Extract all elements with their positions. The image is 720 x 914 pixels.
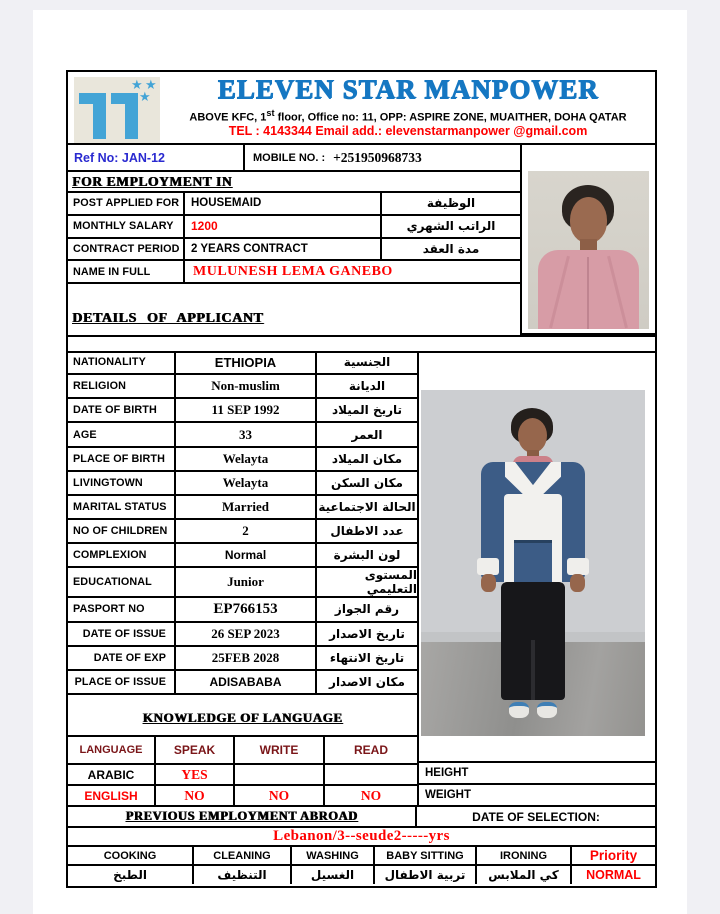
section-knowledge-of-language: [68, 709, 417, 727]
table-row: [68, 520, 417, 544]
table-row: [68, 193, 520, 216]
column-header: READ: [323, 737, 417, 763]
full-body-photo: [421, 390, 645, 736]
arabic-label: تاريخ الانتهاء: [315, 647, 417, 669]
language-table: [68, 735, 417, 807]
field-value: HOUSEMAID: [183, 193, 380, 214]
page: [33, 10, 687, 914]
star-icon: ★: [131, 77, 143, 92]
employment-table: [68, 193, 520, 284]
details-table: [68, 351, 417, 695]
section-for-employment: [68, 172, 520, 193]
column-header: LANGUAGE: [79, 744, 143, 756]
skill-header: COOKING: [103, 849, 157, 862]
star-icon: ★: [145, 77, 157, 92]
apron-pocket: [514, 540, 552, 583]
field-label: DATE OF BIRTH: [73, 404, 157, 417]
skill-arabic: تربية الاطفال: [373, 866, 475, 884]
field-value: Normal: [174, 544, 315, 566]
language-name: ARABIC: [87, 767, 135, 782]
table-row: [68, 472, 417, 496]
skill-header: CLEANING: [192, 847, 290, 864]
table-row: [68, 765, 417, 786]
agency-contact: TEL : 4143344 Email add.: elevenstarmanpower @gmail.com: [228, 124, 588, 138]
table-row: [68, 216, 520, 239]
height-field: HEIGHT: [417, 763, 655, 785]
field-value: Married: [174, 496, 315, 518]
field-label: POST APPLIED FOR: [73, 197, 180, 210]
ref-no-cell: [68, 145, 243, 172]
field-value: 25FEB 2028: [174, 647, 315, 669]
table-row: [68, 544, 417, 568]
logo-digit-stem: [125, 93, 138, 139]
table-row: [68, 671, 417, 695]
column-header: SPEAK: [154, 737, 233, 763]
skills-table: [68, 847, 655, 884]
address-text: floor, Office no: 11, OPP: ASPIRE ZONE, MUAITHER, DOHA QATAR: [274, 111, 627, 124]
field-value: Junior: [174, 568, 315, 596]
field-value: 26 SEP 2023: [174, 623, 315, 645]
section-title: DETAILS OF APPLICANT: [72, 311, 264, 326]
field-label: MARITAL STATUS: [73, 501, 167, 514]
skill-header: WASHING: [290, 847, 373, 864]
skill-header: IRONING: [475, 847, 570, 864]
language-header-row: [68, 737, 417, 765]
field-label: RELIGION: [73, 380, 126, 393]
table-row: [68, 399, 417, 423]
table-row: [68, 239, 520, 262]
table-row: [68, 261, 520, 284]
field-value: 33: [174, 423, 315, 445]
address-text: ABOVE KFC, 1: [189, 111, 267, 124]
skill-arabic: كي الملابس: [475, 866, 570, 884]
divider: [68, 335, 655, 337]
field-value: Welayta: [174, 448, 315, 470]
mobile-number: +251950968733: [333, 149, 422, 165]
table-row: [68, 623, 417, 647]
mobile-cell: [243, 145, 520, 172]
table-row: [68, 568, 417, 598]
applicant-face: [570, 197, 607, 243]
field-label: CONTRACT PERIOD: [73, 242, 180, 255]
eleven-star-logo: [74, 77, 160, 147]
arabic-label: العمر: [315, 423, 417, 445]
skill-arabic: التنظيف: [192, 866, 290, 884]
mobile-label: MOBILE NO. :: [253, 151, 326, 164]
arabic-label: مكان السكن: [315, 472, 417, 494]
arabic-label: الراتب الشهري: [380, 216, 520, 237]
field-value: 1200: [183, 216, 380, 237]
arabic-label: لون البشرة: [315, 544, 417, 566]
field-label: DATE OF EXP: [93, 651, 166, 664]
section-previous-employment: [68, 807, 415, 828]
agency-address: [163, 108, 653, 124]
passport-photo: [528, 171, 649, 329]
section-title: FOR EMPLOYMENT IN: [72, 173, 232, 189]
applicant-full-name: MULUNESH LEMA GANEBO: [183, 261, 520, 282]
logo-digits: [74, 77, 75, 78]
language-read: NO: [323, 786, 417, 805]
field-value: Welayta: [174, 472, 315, 494]
arabic-label: مدة العقد: [380, 239, 520, 260]
logo-digit-stem: [93, 93, 106, 139]
field-label: MONTHLY SALARY: [73, 220, 174, 233]
employment-history: Lebanon/3--seude2-----yrs: [273, 828, 450, 844]
arabic-label: الحالة الاجتماعية: [315, 496, 417, 518]
field-label: COMPLEXION: [73, 549, 147, 562]
table-row: [68, 351, 417, 375]
application-form: [66, 143, 657, 888]
section-title: PREVIOUS EMPLOYMENT ABROAD: [125, 809, 358, 823]
field-label: PASPORT NO: [73, 603, 145, 616]
language-write: NO: [233, 786, 323, 805]
table-row: [68, 496, 417, 520]
sandal: [537, 702, 557, 718]
arabic-label: تاريخ الاصدار: [315, 623, 417, 645]
field-label: LIVINGTOWN: [73, 476, 143, 489]
language-speak: YES: [154, 765, 233, 784]
arabic-label: الوظيفة: [380, 193, 520, 214]
arabic-label: مكان الميلاد: [315, 448, 417, 470]
field-label: PLACE OF BIRTH: [73, 452, 165, 465]
language-read: [323, 765, 417, 784]
language-write: [233, 765, 323, 784]
field-label: NAME IN FULL: [73, 265, 151, 278]
table-row: [68, 598, 417, 622]
skills-header-row: [68, 847, 655, 866]
arabic-label: المستوى التعليمي: [315, 568, 417, 596]
table-row: [68, 786, 417, 807]
arabic-label: تاريخ الميلاد: [315, 399, 417, 421]
arabic-label: الجنسية: [315, 351, 417, 373]
arabic-label: الديانة: [315, 375, 417, 397]
column-header: WRITE: [233, 737, 323, 763]
skill-arabic: الطبخ: [113, 868, 147, 882]
arabic-label: مكان الاصدار: [315, 671, 417, 693]
ref-no: Ref No: JAN-12: [74, 150, 165, 165]
full-body-photo-frame: [417, 351, 655, 763]
address-superscript: st: [266, 108, 275, 118]
agency-header: [66, 70, 657, 153]
priority-header: Priority: [570, 847, 655, 864]
passport-photo-frame: [520, 145, 655, 335]
field-value: 2: [174, 520, 315, 542]
section-title: KNOWLEDGE OF LANGUAGE: [142, 710, 343, 725]
field-label: NO OF CHILDREN: [73, 525, 168, 538]
table-row: [68, 448, 417, 472]
agency-title: ELEVEN STAR MANPOWER: [217, 74, 599, 104]
passport-number: EP766153: [174, 598, 315, 620]
field-value: ADISABABA: [174, 671, 315, 693]
language-name: ENGLISH: [84, 788, 138, 803]
field-value: 11 SEP 1992: [174, 399, 315, 421]
arabic-label: عدد الاطفال: [315, 520, 417, 542]
field-label: EDUCATIONAL: [73, 576, 152, 589]
field-label: AGE: [73, 428, 97, 441]
date-of-selection: DATE OF SELECTION:: [415, 807, 655, 828]
weight-field: WEIGHT: [417, 785, 655, 807]
star-icon: ★: [139, 89, 151, 104]
employment-history-row: [68, 828, 655, 847]
table-row: [68, 423, 417, 447]
language-speak: NO: [154, 786, 233, 805]
field-value: Non-muslim: [174, 375, 315, 397]
sandal: [509, 702, 529, 718]
skill-header: BABY SITTING: [373, 847, 475, 864]
field-label: DATE OF ISSUE: [82, 627, 166, 640]
arabic-label: رقم الجواز: [315, 598, 417, 620]
skill-arabic: الغسيل: [290, 866, 373, 884]
field-label: NATIONALITY: [73, 356, 146, 369]
table-row: [68, 375, 417, 399]
field-label: PLACE OF ISSUE: [74, 675, 166, 688]
table-row: [68, 647, 417, 671]
field-value: ETHIOPIA: [174, 351, 315, 373]
priority-value: NORMAL: [570, 866, 655, 884]
skills-arabic-row: [68, 866, 655, 884]
section-details-of-applicant: [72, 309, 263, 327]
field-value: 2 YEARS CONTRACT: [183, 239, 380, 260]
